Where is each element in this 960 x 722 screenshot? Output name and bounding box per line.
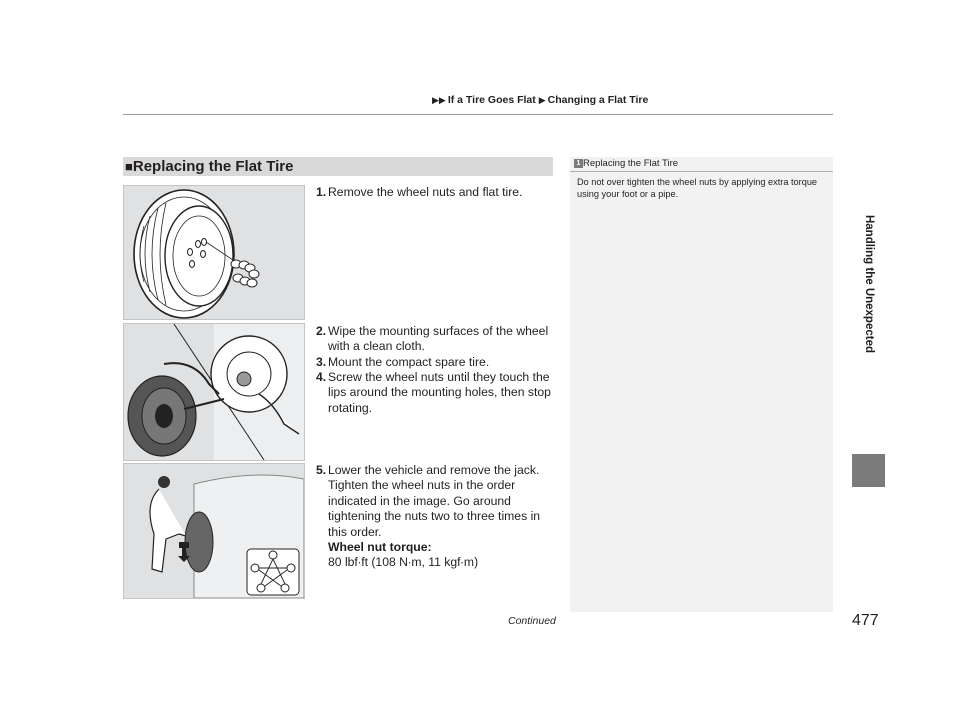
step-text: Remove the wheel nuts and flat tire. [328,185,523,199]
step-text: Lower the vehicle and remove the jack. Tighten the wheel nuts in the order indicated in the image. Go around tightening the nuts two to three times in this order. [328,463,541,539]
step-text: Mount the compact spare tire. [328,355,490,369]
section-title: Replacing the Flat Tire [132,158,294,175]
mount-spare-illustration [123,323,305,461]
square-bullet-icon: ■ [125,159,133,174]
step-number: 3. [316,355,327,369]
section-heading [123,157,553,176]
step-4 [316,370,556,416]
chapter-tab-label: Handling the Unexpected [862,214,875,354]
step-text: Screw the wheel nuts until they touch the lips around the mounting holes, then stop rotating. [328,370,551,415]
double-arrow-icon: ▶▶ [432,95,446,105]
note-title: Replacing the Flat Tire [583,158,679,169]
note-icon: 1 [574,159,583,168]
step-number: 5. [316,463,327,477]
chapter-tab [852,114,885,454]
header-divider [123,114,833,115]
step-number: 1. [316,185,327,199]
step-text: Wipe the mounting surfaces of the wheel with a clean cloth. [328,324,549,354]
continued-label: Continued [508,615,556,627]
flat-tire-illustration [123,185,305,320]
step-3 [316,355,556,370]
step-2 [316,324,556,355]
torque-label: Wheel nut torque: [328,540,432,555]
note-body: Do not over tighten the wheel nuts by applying extra torque using your foot or a pipe. [577,177,818,199]
step-number: 4. [316,370,327,384]
note-panel [570,157,833,612]
breadcrumb-item: Changing a Flat Tire [547,94,649,106]
breadcrumb-item: If a Tire Goes Flat [447,94,536,106]
tighten-nuts-illustration [123,463,305,599]
arrow-icon: ▶ [538,95,546,105]
step-number: 2. [316,324,327,338]
chapter-marker [852,454,885,487]
page-number: 477 [852,612,879,629]
step-5 [316,463,556,571]
step-1 [316,185,556,200]
breadcrumb [432,94,648,106]
torque-value: 80 lbf∙ft (108 N∙m, 11 kgf∙m) [328,555,479,570]
note-header [570,157,833,172]
